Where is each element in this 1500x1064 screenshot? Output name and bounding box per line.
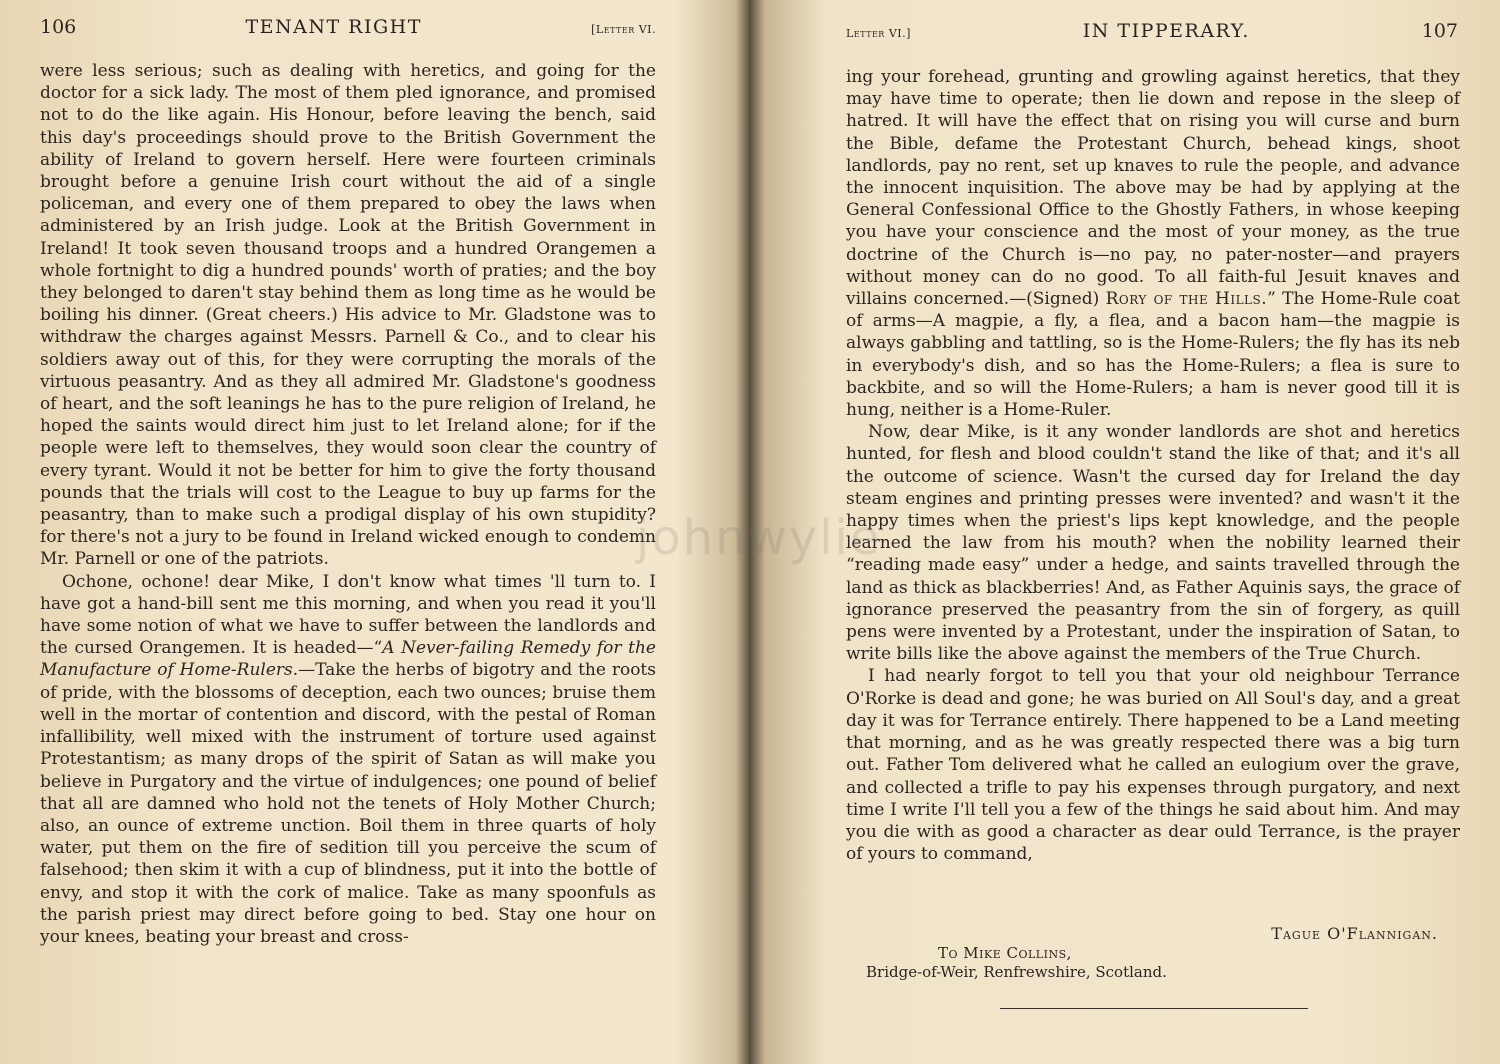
address-block [866,944,1167,982]
text-run: —Take the herbs of bigotry and the roots of pride, with the blossoms of deception, each two ounces; bruise them well in the mortar of contention and discord, with the pestal of Roman infallibility, well mixed with the instrument of torture used against Protestantism; as many drops of the spirit of Satan as will make you believe in Purgatory and the virtue of indulgences; one pound of belief that all are damned who hold not the tenets of Holy Mother Church; also, an ounce of extreme unction. Boil them in three quarts of holy water, put them on the fire of sedition till you perceive the scum of falsehood; then skim it with a cup of blindness, put it into the bottle of envy, and stop it with the cork of malice. Take as many spoonfuls as the parish priest may direct before going to bed. Stay one hour on your knees, beating your breast and cross- [40,660,656,947]
text-run: Ochone, ochone! dear Mike, I don't know what times 'll turn to. I have got a hand-bill sent me this morning, and when you read it you'll have some notion of what we have to suffer between the landlords and the cursed Orangemen. It is headed—“ [40,571,656,659]
handbill-title: A Never-failing Remedy for the Manufacture of Home-Rulers. [40,638,656,681]
letter-tag: Letter VI.] [846,27,911,40]
signed-name: Rory of the Hills. [1105,289,1268,310]
left-page-header [40,16,656,46]
address-recipient: To Mike Collins, [938,944,1072,962]
letter-tag: [Letter VI. [591,23,656,36]
end-rule [1000,1008,1308,1009]
left-page-text [40,60,656,948]
running-head: IN TIPPERARY. [1082,20,1250,42]
page-number: 106 [40,16,77,38]
paragraph: Now, dear Mike, is it any wonder landlords are shot and heretics hunted, for flesh and blood couldn't stand the like of that; and it's all the outcome of science. Wasn't the cursed day for Ireland the day steam engines and printing presses were invented? and wasn't it the happy times when the priest's lips kept knowledge, and the people learned the law from his mouth? when the nobility learned their “reading made easy” under a hedge, and saints travelled through the land as thick as blackberries! And, as Father Aquinis says, the grace of ignorance preserved the peasantry from the sin of forgery, as quill pens were invented by a Protestant, under the inspiration of Satan, to write bills like the above against the members of the True Church. [846,422,1460,665]
right-page-header [846,20,1458,50]
paragraph [846,66,1460,421]
paragraph: I had nearly forgot to tell you that your old neighbour Terrance O'Rorke is dead and gone; he was buried on All Soul's day, and a great day it was for Terrance entirely. There happened to be a Land meeting that morning, and as he was greatly respected there was a big turn out. Father Tom delivered what he called an eulogium over the grave, and collected a trifle to pay his expenses through purgatory, and next time I write I'll tell you a few of the things he said about him. And may you die with as good a character as dear ould Terrance, is the prayer of yours to command, [846,666,1460,865]
page-number: 107 [1421,20,1458,42]
text-run: ” The Home-Rule coat of arms—A magpie, a fly, a flea, and a bacon ham—the magpie is always gabbling and tattling, so is the Home-Rulers; the fly has its neb in everybody's dish, and so has the Home-Rulers; a flea is sure to backbite, and so will the Home-Rulers; a ham is never good till it is hung, neither is a Home-Ruler. [846,289,1460,421]
paragraph: were less serious; such as dealing with heretics, and going for the doctor for a sick lady. The most of them pled ignorance, and promised not to do the like again. His Honour, before leaving the bench, said this day's proceedings should prove to the British Government the ability of Ireland to govern herself. Here were fourteen criminals brought before a genuine Irish court without the aid of a single policeman, and every one of them prepared to obey the laws when administered by an Irish judge. Look at the British Government in Ireland! It took seven thousand troops and a hundred Orangemen a whole fortnight to dig a hundred pounds' worth of praties; and the boy they belonged to daren't stay behind them as long time as he would be boiling his dinner. (Great cheers.) His advice to Mr. Gladstone was to withdraw the charges against Messrs. Parnell & Co., and to clear his soldiers away out of this, for they were corrupting the morals of the virtuous peasantry. And as they all admired Mr. Gladstone's goodness of heart, and the soft leanings he has to the pure religion of Ireland, he hoped the saints would direct him just to let Ireland alone; for if the people were left to themselves, they would soon clear the country of every tyrant. Would it not be better for him to give the forty thousand pounds that the trials will cost to the League to buy up farms for the peasantry, than to make such a prodigal display of his own stupidity? for there's not a jury to be found in Ireland wicked enough to condemn Mr. Parnell or one of the patriots. [40,61,656,570]
watermark: johnwylie [636,510,882,566]
running-head: TENANT RIGHT [245,16,422,38]
address-location: Bridge-of-Weir, Renfrewshire, Scotland. [866,963,1167,981]
signature: Tague O'Flannigan. [1271,924,1438,943]
text-run: ing your forehead, grunting and growling against heretics, that they may have time to operate; then lie down and repose in the sleep of hatred. It will have the effect that on rising you will curse and burn the Bible, defame the Protestant Church, behead kings, shoot landlords, pay no rent, set up knaves to rule the people, and advance the innocent inquisition. The above may be had by applying at the General Confessional Office to the Ghostly Fathers, in whose keeping you have your conscience and the most of your money, as the true doctrine of the Church is—no pay, no pater-noster—and prayers without money can do no good. To all faith-ful Jesuit knaves and villains concerned.—(Signed) [846,67,1460,310]
right-page-text [846,66,1460,865]
paragraph [40,571,656,948]
